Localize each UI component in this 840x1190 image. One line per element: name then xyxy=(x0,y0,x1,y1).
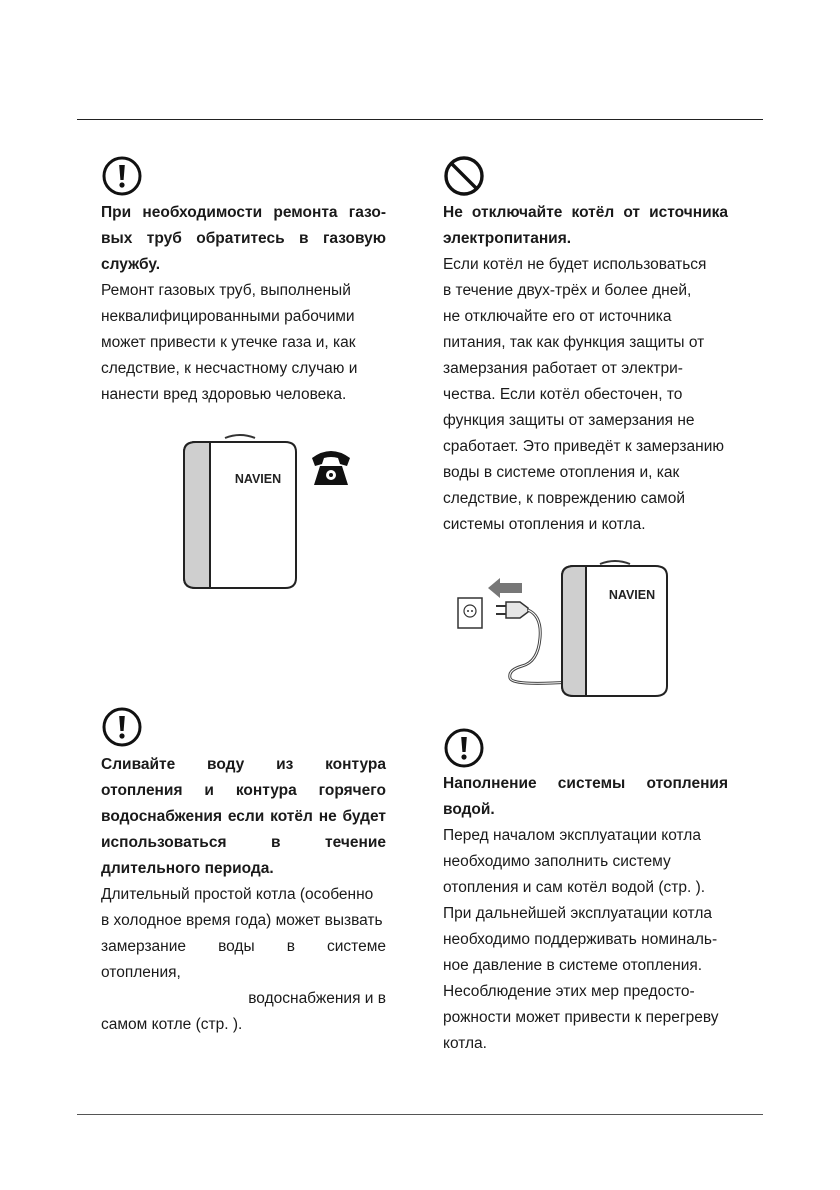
body-line: замерзания работает от электри- xyxy=(443,360,683,377)
brand-logo: NAVIEN xyxy=(608,588,656,602)
power-socket-icon xyxy=(458,598,482,628)
body-line: следствие, к несчастному случаю и xyxy=(101,360,358,377)
section-drain-water xyxy=(101,752,386,1038)
body-line: в холодное время года) может вызвать xyxy=(101,912,383,929)
body-line: водоснабжения и в xyxy=(248,990,386,1007)
body-line: следствие, к повреждению самой xyxy=(443,490,685,507)
section-body xyxy=(101,278,386,408)
prohibited-icon xyxy=(443,155,485,197)
body-line: Несоблюдение этих мер предосто- xyxy=(443,983,695,1000)
body-line: Ремонт газовых труб, выполненый xyxy=(101,282,351,299)
body-line: рожности может привести к перегреву xyxy=(443,1009,719,1026)
exclamation-circle-icon xyxy=(443,727,485,769)
section-title: При необходимости ремонта газо-вых труб обратитесь в газовую службу. xyxy=(101,204,386,273)
section-title: Сливайте воду из контура отопления и контура горячего водоснабжения если котёл не будет использоваться в течение длительного периода. xyxy=(101,756,386,877)
body-line: воды в системе отопления и, как xyxy=(443,464,680,481)
section-gas-repair xyxy=(101,200,386,408)
section-do-not-disconnect xyxy=(443,200,728,538)
telephone-icon xyxy=(312,451,350,485)
boiler-plug-illustration xyxy=(450,558,690,708)
boiler-icon xyxy=(184,435,296,588)
body-line: сработает. Это приведёт к замерзанию xyxy=(443,438,724,455)
section-fill-system xyxy=(443,771,728,1057)
body-line: необходимо заполнить систему xyxy=(443,853,671,870)
section-body xyxy=(443,823,728,1057)
boiler-icon xyxy=(562,561,667,696)
top-rule xyxy=(77,119,763,120)
body-line: ное давление в системе отопления. xyxy=(443,957,703,974)
section-title: Не отключайте котёл от источника электропитания. xyxy=(443,204,728,247)
body-line: Длительный простой котла (особенно xyxy=(101,886,374,903)
bottom-rule xyxy=(77,1114,763,1115)
body-line: Перед началом эксплуатации котла xyxy=(443,827,701,844)
body-line: может привести к утечке газа и, как xyxy=(101,334,356,351)
body-line: котла. xyxy=(443,1035,487,1052)
body-line: нанести вред здоровью человека. xyxy=(101,386,347,403)
section-body xyxy=(101,882,386,1038)
body-line: самом котле (стр. ). xyxy=(101,1016,243,1033)
plug-icon xyxy=(496,602,570,683)
section-title: Наполнение системы отопления водой. xyxy=(443,775,728,818)
body-line: При дальнейшей эксплуатации котла xyxy=(443,905,712,922)
body-line: необходимо поддерживать номиналь- xyxy=(443,931,718,948)
body-line: питания, так как функция защиты от xyxy=(443,334,705,351)
exclamation-circle-icon xyxy=(101,706,143,748)
body-line: отопления и сам котёл водой (стр. ). xyxy=(443,879,706,896)
body-line: замерзание воды в системе отопления, xyxy=(101,938,386,981)
section-body xyxy=(443,252,728,538)
body-line: чества. Если котёл обесточен, то xyxy=(443,386,683,403)
body-line: неквалифицированными рабочими xyxy=(101,308,355,325)
body-line: в течение двух-трёх и более дней, xyxy=(443,282,692,299)
arrow-icon xyxy=(488,578,522,598)
exclamation-circle-icon xyxy=(101,155,143,197)
body-line: не отключайте его от источника xyxy=(443,308,672,325)
body-line: функция защиты от замерзания не xyxy=(443,412,695,429)
brand-logo: NAVIEN xyxy=(234,472,282,486)
body-line: Если котёл не будет использоваться xyxy=(443,256,707,273)
boiler-illustration xyxy=(170,430,360,600)
body-line: системы отопления и котла. xyxy=(443,516,646,533)
